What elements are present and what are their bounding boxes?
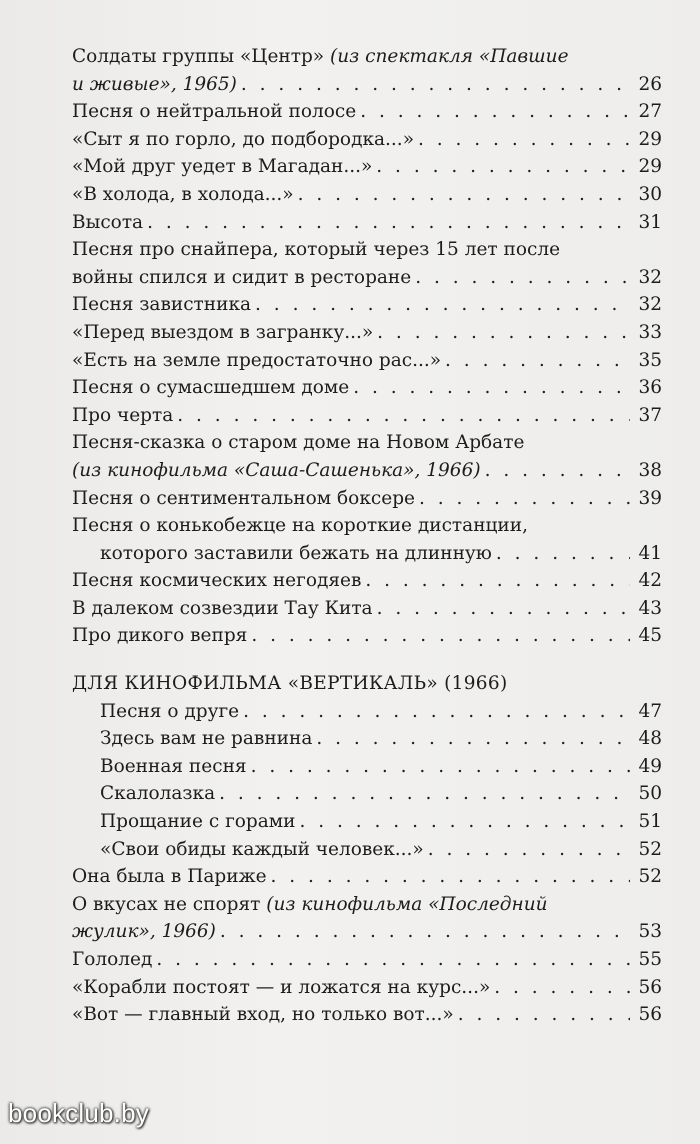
page-number: 32: [638, 294, 662, 316]
dot-leader: [441, 347, 630, 375]
watermark-logo: bookclub.by: [8, 1098, 149, 1128]
toc-entry[interactable]: [72, 974, 662, 1002]
entry-text: войны спился и сидит в ресторане: [72, 266, 412, 288]
entry-line: [72, 863, 662, 891]
page-number: 35: [638, 349, 662, 371]
toc-entry[interactable]: [72, 725, 662, 753]
entry-text: жулик», 1966): [72, 921, 216, 943]
toc-entry[interactable]: [72, 512, 662, 567]
entry-line: [72, 595, 662, 623]
page-number: 41: [638, 542, 662, 564]
section-heading: ДЛЯ КИНОФИЛЬМА «ВЕРТИКАЛЬ» (1966): [72, 673, 508, 695]
entry-text: Песня о друге: [100, 700, 240, 722]
entry-line: [72, 347, 662, 375]
entry-text: Песня завистника: [72, 294, 252, 316]
entry-text: Гололед: [72, 949, 153, 970]
entry-text: и живые», 1965): [72, 73, 237, 95]
page-number: 38: [638, 459, 662, 481]
entry-line: [72, 567, 662, 595]
entry-text: Песня космических негодяев: [72, 570, 362, 592]
entry-line: [72, 918, 662, 946]
entry-line: [72, 429, 662, 457]
dot-leader: [481, 457, 630, 485]
toc-entry[interactable]: [72, 291, 662, 319]
entry-line: [72, 181, 662, 209]
page-number: 48: [638, 728, 662, 750]
dot-leader: [356, 98, 630, 126]
entry-line: [72, 512, 662, 540]
page-number: 51: [638, 811, 662, 833]
entry-text: В далеком созвездии Тау Кита: [72, 597, 373, 619]
toc-entry[interactable]: [72, 374, 662, 402]
toc-entry[interactable]: [72, 946, 662, 974]
entry-text: Солдаты группы «Центр»: [72, 46, 330, 67]
dot-leader: [361, 567, 630, 595]
dot-leader: [372, 153, 630, 181]
entry-text: Высота: [72, 211, 144, 233]
toc-entry[interactable]: [72, 126, 662, 154]
toc-entry[interactable]: [72, 181, 662, 209]
page-number: 26: [638, 73, 662, 95]
dot-leader: [152, 946, 630, 974]
entry-line: [72, 374, 662, 402]
entry-line: [72, 946, 662, 974]
toc-entry[interactable]: [72, 753, 662, 781]
dot-leader: [215, 780, 630, 808]
entry-line: [72, 264, 662, 292]
toc-entry[interactable]: [72, 808, 662, 836]
entry-text: Про черта: [72, 404, 174, 426]
dot-leader: [373, 595, 630, 623]
dot-leader: [312, 725, 630, 753]
entry-text: «Мой друг уедет в Магадан...»: [72, 156, 373, 178]
entry-line: [72, 236, 662, 264]
page-number: 29: [638, 128, 662, 150]
entry-text: «Есть на земле предостаточно рас...»: [72, 349, 442, 371]
entry-line: [72, 485, 662, 513]
page-number: 52: [638, 838, 662, 860]
dot-leader: [267, 863, 630, 891]
entry-text: «В холода, в холода...»: [72, 183, 294, 205]
page-number: 36: [638, 377, 662, 399]
toc-entry[interactable]: [72, 567, 662, 595]
entry-text: (из кинофильма «Саша-Сашенька», 1966): [72, 459, 481, 481]
dot-leader: [490, 974, 630, 1002]
entry-line: [72, 98, 662, 126]
page-number: 39: [638, 487, 662, 509]
entry-text: (из кинофильма «Последний: [266, 893, 548, 915]
entry-text: (из спектакля «Павшие: [330, 46, 569, 67]
dot-leader: [415, 485, 630, 513]
page-number: 30: [638, 183, 662, 205]
entry-line: [72, 319, 662, 347]
entry-text: О вкусах не спорят: [72, 893, 267, 915]
entry-line: [72, 974, 662, 1002]
toc-group-vertical: [72, 698, 662, 864]
toc-entry[interactable]: [72, 236, 662, 291]
toc-entry[interactable]: [72, 622, 662, 650]
dot-leader: [251, 291, 630, 319]
dot-leader: [414, 126, 630, 154]
page-number: 52: [638, 866, 662, 888]
dot-leader: [247, 753, 630, 781]
entry-text: Песня о сумасшедшем доме: [72, 377, 350, 399]
entry-text: Песня о нейтральной полосе: [72, 101, 357, 123]
page-number: 50: [638, 783, 662, 805]
dot-leader: [239, 698, 630, 726]
entry-text: Она была в Париже: [72, 866, 267, 888]
page-number: 56: [638, 976, 662, 998]
toc-entry[interactable]: [72, 891, 662, 946]
entry-text: «Перед выездом в загранку...»: [72, 321, 374, 343]
entry-line: [72, 291, 662, 319]
table-of-contents: [72, 43, 662, 1029]
entry-line: [72, 891, 662, 919]
toc-entry[interactable]: [72, 485, 662, 513]
dot-leader: [492, 540, 630, 568]
toc-entry[interactable]: [72, 780, 662, 808]
entry-text: Песня о конькобежце на короткие дистанции,: [72, 515, 528, 537]
toc-entry[interactable]: [72, 1001, 662, 1029]
dot-leader: [294, 181, 630, 209]
entry-text: которого заставили бежать на длинную: [100, 542, 492, 564]
page-number: 27: [638, 101, 662, 123]
entry-text: «Вот — главный вход, но только вот...»: [72, 1004, 454, 1026]
dot-leader: [411, 264, 630, 292]
entry-text: «Сыт я по горло, до подбородка...»: [72, 128, 415, 150]
dot-leader: [173, 402, 630, 430]
toc-entry[interactable]: [72, 98, 662, 126]
page-number: 47: [638, 700, 662, 722]
entry-line: [72, 209, 662, 237]
page-number: 37: [638, 404, 662, 426]
toc-entry[interactable]: [72, 319, 662, 347]
dot-leader: [216, 918, 630, 946]
toc-entry[interactable]: [72, 863, 662, 891]
page-number: 31: [638, 211, 662, 233]
toc-entry[interactable]: [72, 429, 662, 484]
entry-text: Про дикого вепря: [72, 625, 248, 647]
page-number: 43: [638, 597, 662, 619]
page-number: 32: [638, 266, 662, 288]
dot-leader: [237, 71, 630, 99]
entry-text: «Корабли постоят — и ложатся на курс...»: [72, 976, 491, 998]
entry-line: [72, 622, 662, 650]
entry-text: Песня про снайпера, который через 15 лет после: [72, 239, 561, 261]
entry-text: Прощание с горами: [100, 811, 296, 833]
page-number: 29: [638, 156, 662, 178]
entry-text: Скалолазка: [100, 783, 216, 805]
page-number: 55: [638, 949, 662, 970]
entry-text: «Свои обиды каждый человек...»: [100, 838, 424, 860]
toc-entry[interactable]: [72, 43, 662, 98]
entry-line: [72, 1001, 662, 1029]
entry-text: Песня-сказка о старом доме на Новом Арбате: [72, 432, 525, 454]
dot-leader: [143, 209, 630, 237]
entry-line: [72, 540, 662, 568]
entry-line: [72, 457, 662, 485]
dot-leader: [454, 1001, 630, 1029]
entry-text: Песня о сентиментальном боксере: [72, 487, 415, 509]
entry-line: [72, 43, 662, 71]
page-number: 56: [638, 1004, 662, 1026]
page-number: 33: [638, 321, 662, 343]
dot-leader: [296, 808, 631, 836]
page-number: 53: [638, 921, 662, 943]
entry-line: [72, 402, 662, 430]
toc-entry[interactable]: [72, 698, 662, 726]
toc-entry[interactable]: [72, 209, 662, 237]
page-number: 49: [638, 755, 662, 777]
dot-leader: [424, 836, 630, 864]
toc-entry[interactable]: [72, 595, 662, 623]
entry-line: [72, 126, 662, 154]
dot-leader: [349, 374, 630, 402]
toc-entry[interactable]: [72, 347, 662, 375]
dot-leader: [373, 319, 630, 347]
toc-entry[interactable]: [72, 153, 662, 181]
entry-line: [72, 71, 662, 99]
dot-leader: [247, 622, 630, 650]
entry-text: Военная песня: [100, 755, 247, 777]
page-number: 42: [638, 570, 662, 592]
toc-entry[interactable]: [72, 402, 662, 430]
toc-group-main: [72, 43, 662, 650]
entry-line: [72, 153, 662, 181]
page-number: 45: [638, 625, 662, 647]
entry-text: Здесь вам не равнина: [100, 728, 313, 750]
toc-entry[interactable]: [72, 836, 662, 864]
toc-group-after: [72, 863, 662, 1029]
